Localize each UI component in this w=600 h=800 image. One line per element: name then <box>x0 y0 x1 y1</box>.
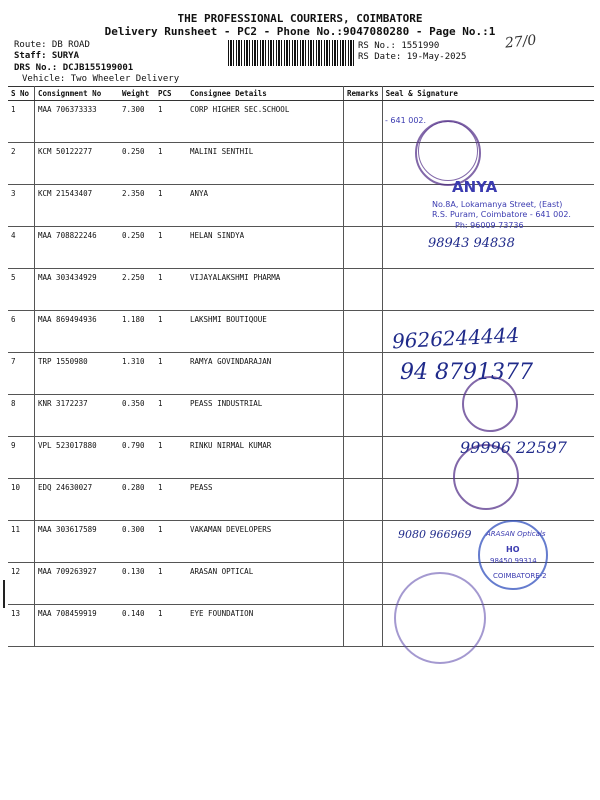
cell-weight: 0.300 <box>119 521 155 563</box>
rs-number: RS No.: 1551990 <box>358 41 440 51</box>
cell-consignee: RAMYA GOVINDARAJAN <box>187 353 344 395</box>
handwritten-phone-row7: 9626244444 <box>391 322 520 354</box>
anya-stamp-address2: R.S. Puram, Coimbatore - 641 002. <box>432 210 571 219</box>
cell-consignee: EYE FOUNDATION <box>187 605 344 647</box>
round-stamp-row13 <box>394 572 486 664</box>
cell-sno: 4 <box>8 227 35 269</box>
cell-pcs: 1 <box>155 605 187 647</box>
cell-consignee: PEASS INDUSTRIAL <box>187 395 344 437</box>
cell-consignee: ARASAN OPTICAL <box>187 563 344 605</box>
cell-weight: 2.350 <box>119 185 155 227</box>
anya-stamp-phone: Ph: 96009 73736 <box>455 221 524 230</box>
school-stamp-pin: - 641 002. <box>385 116 427 125</box>
handwritten-phone-row9: 99996 22597 <box>460 438 567 457</box>
cell-sno: 12 <box>8 563 35 605</box>
cell-sno: 8 <box>8 395 35 437</box>
cell-sno: 13 <box>8 605 35 647</box>
anya-stamp-name: ANYA <box>452 178 498 196</box>
arasan-stamp-phone: 98450 99314 <box>490 557 537 565</box>
col-consignment: Consignment No <box>35 87 120 101</box>
handwritten-phone-row8: 94 8791377 <box>400 360 533 385</box>
handwritten-page-mark: 27/0 <box>504 32 538 52</box>
cell-sno: 5 <box>8 269 35 311</box>
cell-remarks <box>344 437 383 479</box>
anya-stamp-address1: No.8A, Lokamanya Street, (East) <box>432 200 563 209</box>
cell-consignment: KCM 50122277 <box>35 143 120 185</box>
drs-label: DRS No.: DCJB155199001 <box>14 63 134 73</box>
round-stamp-inner <box>418 121 478 181</box>
col-weight: Weight <box>119 87 155 101</box>
cell-sno: 10 <box>8 479 35 521</box>
handwritten-phone-row12: 9080 966969 <box>398 528 472 541</box>
cell-pcs: 1 <box>155 395 187 437</box>
cell-pcs: 1 <box>155 563 187 605</box>
cell-weight: 0.250 <box>119 143 155 185</box>
cell-sno: 6 <box>8 311 35 353</box>
cell-consignment: MAA 709263927 <box>35 563 120 605</box>
cell-pcs: 1 <box>155 143 187 185</box>
cell-pcs: 1 <box>155 521 187 563</box>
cell-consignee: LAKSHMI BOUTIQOUE <box>187 311 344 353</box>
cell-consignment: MAA 708822246 <box>35 227 120 269</box>
cell-consignee: MALINI SENTHIL <box>187 143 344 185</box>
cell-remarks <box>344 479 383 521</box>
cell-remarks <box>344 395 383 437</box>
arasan-stamp-name: ARASAN Opticals <box>486 530 546 538</box>
cell-pcs: 1 <box>155 269 187 311</box>
cell-weight: 1.180 <box>119 311 155 353</box>
cell-weight: 0.280 <box>119 479 155 521</box>
cell-remarks <box>344 227 383 269</box>
cell-consignment: TRP 1550980 <box>35 353 120 395</box>
cell-remarks <box>344 563 383 605</box>
cell-pcs: 1 <box>155 353 187 395</box>
barcode <box>228 40 354 66</box>
cell-consignee: PEASS <box>187 479 344 521</box>
cell-consignment: MAA 303617589 <box>35 521 120 563</box>
cell-weight: 2.250 <box>119 269 155 311</box>
route-label: Route: DB ROAD <box>14 40 90 50</box>
cell-sno: 3 <box>8 185 35 227</box>
cell-weight: 0.140 <box>119 605 155 647</box>
cell-consignment: KNR 3172237 <box>35 395 120 437</box>
cell-weight: 0.350 <box>119 395 155 437</box>
cell-remarks <box>344 353 383 395</box>
cell-consignee: VIJAYALAKSHMI PHARMA <box>187 269 344 311</box>
col-sno: S No <box>8 87 35 101</box>
cell-consignee: CORP HIGHER SEC.SCHOOL <box>187 101 344 143</box>
cell-sno: 7 <box>8 353 35 395</box>
cell-remarks <box>344 269 383 311</box>
cell-remarks <box>344 143 383 185</box>
runsheet-subtitle: Delivery Runsheet - PC2 - Phone No.:9047080280 - Page No.:1 <box>104 25 496 38</box>
cell-pcs: 1 <box>155 437 187 479</box>
cell-sno: 2 <box>8 143 35 185</box>
staff-label: Staff: SURYA <box>14 51 80 61</box>
cell-remarks <box>344 101 383 143</box>
arasan-stamp-city: COIMBATORE-2 <box>493 572 547 580</box>
cell-consignment: VPL 523017880 <box>35 437 120 479</box>
cell-sno: 1 <box>8 101 35 143</box>
cell-sno: 11 <box>8 521 35 563</box>
cell-remarks <box>344 521 383 563</box>
cell-consignee: VAKAMAN DEVELOPERS <box>187 521 344 563</box>
col-seal-signature: Seal & Signature <box>382 87 594 101</box>
table-row <box>8 143 594 185</box>
cell-pcs: 1 <box>155 185 187 227</box>
cell-pcs: 1 <box>155 227 187 269</box>
cell-consignment: KCM 21543407 <box>35 185 120 227</box>
cell-pcs: 1 <box>155 101 187 143</box>
cell-weight: 7.300 <box>119 101 155 143</box>
cell-weight: 0.130 <box>119 563 155 605</box>
cell-pcs: 1 <box>155 311 187 353</box>
table-row <box>8 101 594 143</box>
table-row <box>8 605 594 647</box>
cell-consignment: EDQ 24630027 <box>35 479 120 521</box>
handwritten-phone-row5: 98943 94838 <box>428 236 515 251</box>
cell-remarks <box>344 311 383 353</box>
company-title: THE PROFESSIONAL COURIERS, COIMBATORE <box>177 12 423 25</box>
cell-consignee: HELAN SINDYA <box>187 227 344 269</box>
col-remarks: Remarks <box>344 87 383 101</box>
margin-mark <box>3 580 5 608</box>
cell-weight: 0.790 <box>119 437 155 479</box>
cell-consignee: RINKU NIRMAL KUMAR <box>187 437 344 479</box>
col-pcs: PCS <box>155 87 187 101</box>
cell-pcs: 1 <box>155 479 187 521</box>
cell-consignment: MAA 708459919 <box>35 605 120 647</box>
cell-weight: 0.250 <box>119 227 155 269</box>
col-consignee: Consignee Details <box>187 87 344 101</box>
cell-consignment: MAA 869494936 <box>35 311 120 353</box>
table-row <box>8 269 594 311</box>
cell-consignment: MAA 303434929 <box>35 269 120 311</box>
arasan-stamp-ho: HO <box>506 545 520 554</box>
rs-date: RS Date: 19-May-2025 <box>358 52 467 62</box>
cell-remarks <box>344 185 383 227</box>
cell-remarks <box>344 605 383 647</box>
cell-consignee: ANYA <box>187 185 344 227</box>
cell-seal-signature <box>382 269 594 311</box>
table-header-row <box>8 87 594 101</box>
cell-sno: 9 <box>8 437 35 479</box>
vehicle-label: Vehicle: Two Wheeler Delivery <box>22 74 180 84</box>
cell-weight: 1.310 <box>119 353 155 395</box>
cell-consignment: MAA 706373333 <box>35 101 120 143</box>
